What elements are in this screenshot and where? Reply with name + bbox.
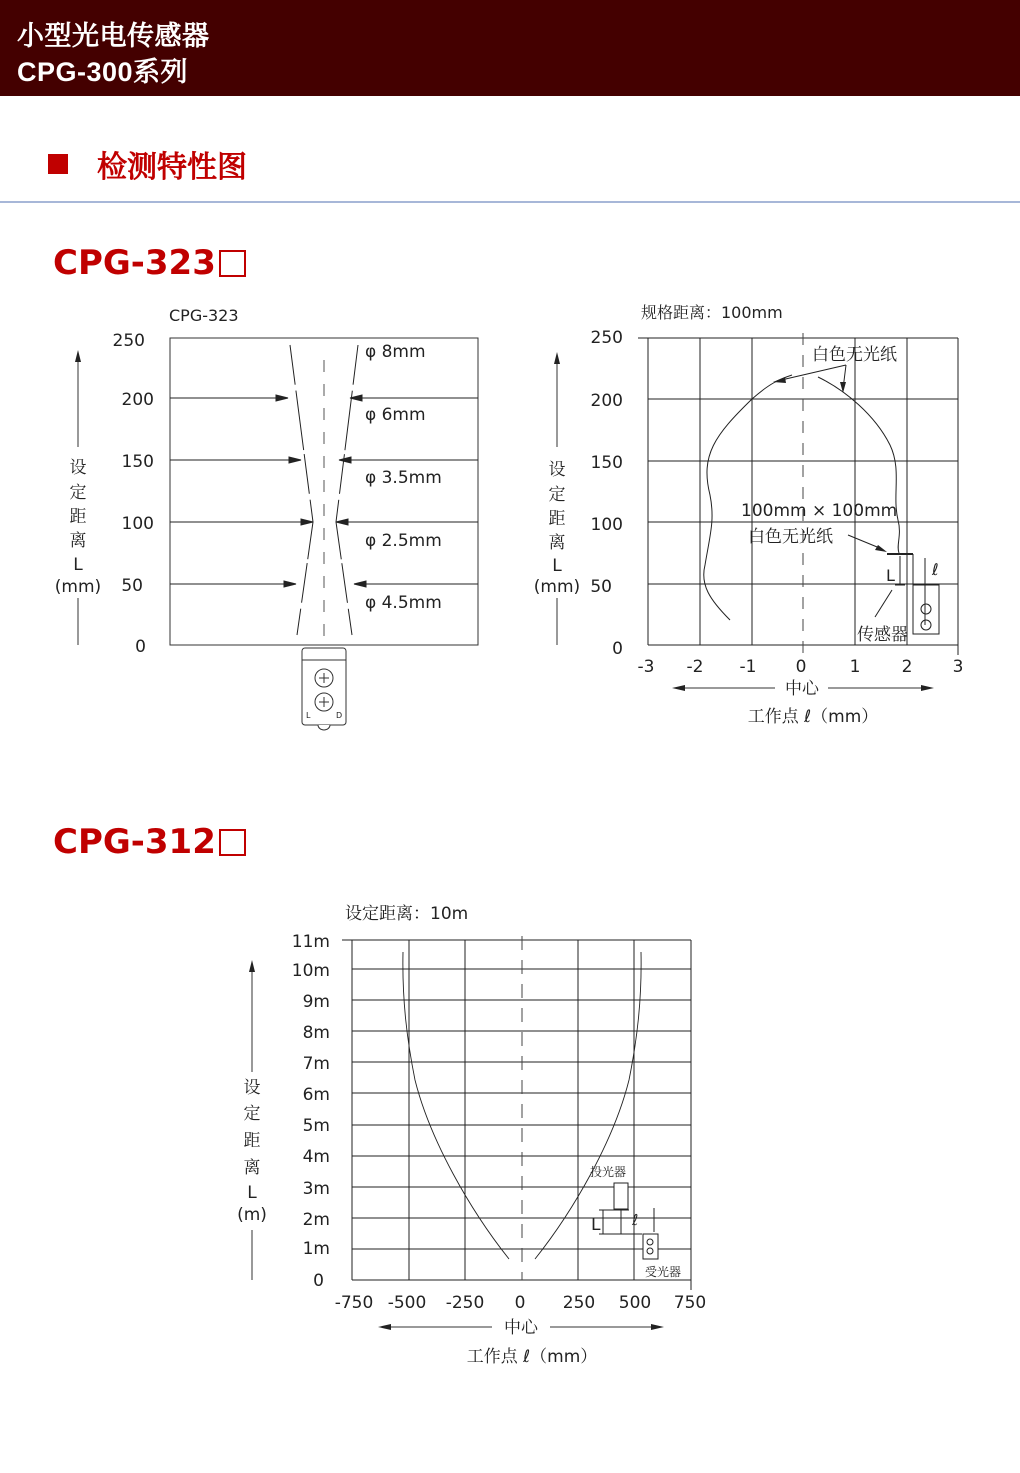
svg-text:(m): (m) (237, 1205, 267, 1225)
model-heading-cpg312 (53, 822, 246, 862)
svg-text:11m: 11m (291, 932, 330, 952)
chart-title: 设定距离：10m (345, 904, 469, 924)
svg-text:0: 0 (795, 657, 807, 677)
svg-text:3m: 3m (302, 1179, 330, 1199)
y-axis-label (534, 460, 580, 597)
svg-text:100: 100 (121, 514, 154, 534)
svg-text:-3: -3 (637, 657, 655, 677)
center-label: 中心 (504, 1318, 538, 1338)
svg-text:L: L (247, 1183, 257, 1203)
svg-text:离: 离 (548, 533, 566, 553)
svg-text:150: 150 (590, 453, 623, 473)
svg-text:200: 200 (121, 390, 154, 410)
svg-text:100: 100 (590, 515, 623, 535)
svg-text:8m: 8m (302, 1023, 330, 1043)
svg-text:5m: 5m (302, 1116, 330, 1136)
annotation-L: L (591, 1215, 601, 1235)
center-label: 中心 (785, 679, 819, 699)
y-axis-label (55, 458, 101, 597)
svg-text:(mm): (mm) (533, 577, 581, 597)
bullet-square-icon (48, 154, 68, 174)
svg-text:φ 2.5mm: φ 2.5mm (365, 531, 442, 551)
svg-text:500: 500 (618, 1293, 652, 1313)
annotation-paper-size: 100mm × 100mm (741, 501, 898, 521)
svg-text:φ 6mm: φ 6mm (365, 405, 426, 425)
y-axis-ticks (113, 331, 154, 657)
svg-text:-500: -500 (387, 1293, 427, 1313)
svg-text:250: 250 (562, 1293, 596, 1313)
svg-text:3: 3 (952, 657, 964, 677)
chart-cpg312-detection-area (230, 890, 730, 1380)
svg-text:7m: 7m (302, 1054, 330, 1074)
annotation-sensor: 传感器 (857, 625, 908, 645)
x-axis-ticks (335, 1293, 707, 1313)
model-name: CPG-323 (53, 243, 216, 283)
svg-text:6m: 6m (302, 1085, 330, 1105)
placeholder-box-icon (219, 829, 246, 856)
svg-text:(mm): (mm) (54, 577, 102, 597)
svg-text:距: 距 (69, 507, 87, 527)
chart-title: 规格距离：100mm (641, 303, 783, 322)
x-axis-label: 工作点 ℓ（mm） (747, 707, 879, 727)
svg-text:离: 离 (243, 1158, 261, 1178)
svg-text:L: L (552, 556, 562, 576)
svg-text:L: L (306, 711, 311, 720)
annotation-receiver: 受光器 (645, 1265, 682, 1279)
x-axis-label: 工作点 ℓ（mm） (466, 1347, 598, 1367)
svg-text:定: 定 (243, 1104, 261, 1124)
y-axis-ticks (292, 932, 330, 1291)
page-header (0, 0, 1020, 96)
svg-text:定: 定 (69, 483, 87, 503)
svg-text:L: L (73, 555, 83, 575)
chart-cpg323-detection-area (530, 295, 980, 735)
svg-text:φ 3.5mm: φ 3.5mm (365, 468, 442, 488)
header-subtitle: CPG-300系列 (17, 57, 189, 87)
y-axis-label (237, 1078, 267, 1225)
svg-text:-1: -1 (739, 657, 757, 677)
svg-text:0: 0 (135, 637, 146, 657)
svg-text:-250: -250 (445, 1293, 485, 1313)
svg-text:φ 4.5mm: φ 4.5mm (365, 593, 442, 613)
chart-cpg323-spot (40, 295, 510, 740)
svg-text:1m: 1m (302, 1239, 330, 1259)
svg-text:设: 设 (548, 460, 566, 480)
svg-text:50: 50 (121, 576, 143, 596)
x-axis-ticks (638, 657, 964, 677)
svg-text:9m: 9m (302, 992, 330, 1012)
svg-text:150: 150 (121, 452, 154, 472)
model-heading-cpg323 (53, 243, 246, 283)
svg-text:2: 2 (901, 657, 913, 677)
y-axis-ticks (590, 328, 623, 659)
svg-text:φ 8mm: φ 8mm (365, 342, 426, 362)
svg-text:定: 定 (548, 485, 566, 505)
section-title: 检测特性图 (97, 150, 247, 185)
annotation-L: L (886, 566, 895, 585)
svg-text:0: 0 (612, 639, 623, 659)
svg-text:250: 250 (112, 331, 145, 351)
svg-text:750: 750 (673, 1293, 707, 1313)
svg-text:距: 距 (548, 509, 566, 529)
section-heading (48, 144, 247, 184)
chart-title: CPG-323 (169, 306, 239, 325)
svg-text:50: 50 (590, 577, 612, 597)
header-title: 小型光电传感器 (17, 21, 210, 51)
svg-text:250: 250 (590, 328, 623, 348)
svg-text:4m: 4m (302, 1147, 330, 1167)
spot-labels (365, 342, 442, 613)
svg-text:离: 离 (69, 531, 87, 551)
svg-text:2m: 2m (302, 1210, 330, 1230)
annotation-white-paper: 白色无光纸 (748, 527, 833, 547)
svg-text:-750: -750 (334, 1293, 374, 1313)
annotation-white-paper-top: 白色无光纸 (812, 345, 897, 365)
svg-text:距: 距 (243, 1131, 261, 1151)
placeholder-box-icon (219, 250, 246, 277)
svg-text:10m: 10m (291, 961, 330, 981)
annotation-ell: ℓ (632, 1211, 639, 1229)
svg-text:设: 设 (243, 1078, 261, 1098)
svg-text:-2: -2 (686, 657, 704, 677)
svg-text:D: D (336, 711, 343, 720)
divider (0, 201, 1020, 203)
svg-text:200: 200 (590, 391, 623, 411)
emitter-receiver-diagram-icon (599, 1183, 658, 1259)
model-name: CPG-312 (53, 822, 216, 862)
annotation-emitter: 投光器 (590, 1165, 627, 1179)
svg-text:0: 0 (313, 1271, 324, 1291)
annotation-ell: ℓ (932, 560, 939, 579)
svg-text:设: 设 (69, 458, 87, 478)
svg-text:0: 0 (514, 1293, 526, 1313)
svg-text:1: 1 (849, 657, 861, 677)
